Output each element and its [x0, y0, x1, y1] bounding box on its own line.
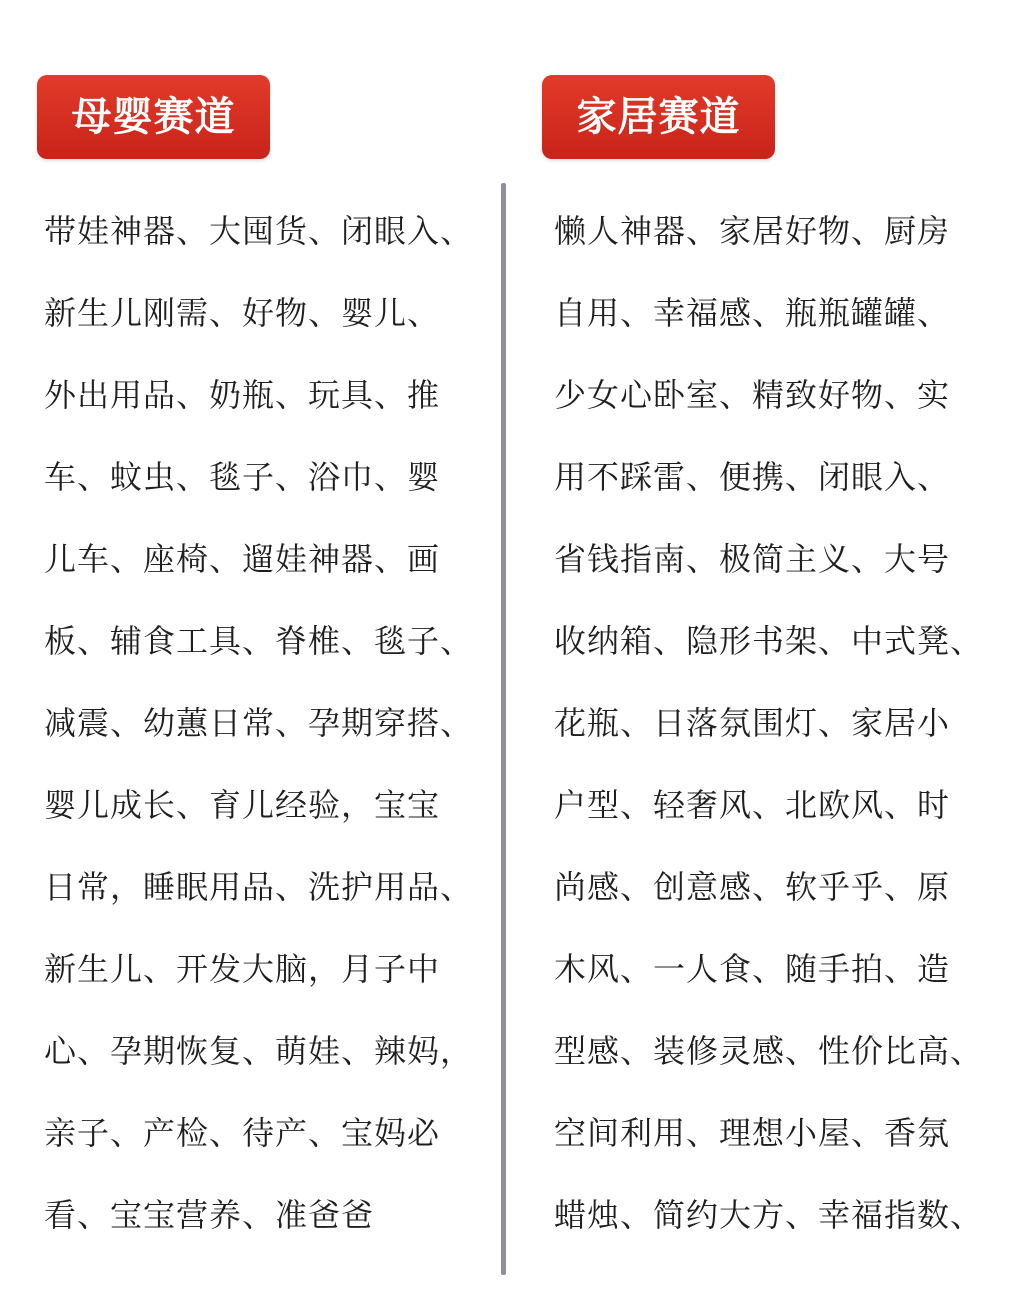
- keyword-line: 儿车、座椅、遛娃神器、画: [44, 540, 441, 578]
- keyword-line: 户型、轻奢风、北欧风、时: [554, 786, 951, 824]
- keyword-line: 空间利用、理想小屋、香氛: [554, 1114, 951, 1152]
- keyword-line: 收纳箱、隐形书架、中式凳、: [554, 622, 984, 660]
- keyword-line: 尚感、创意感、软乎乎、原: [554, 868, 951, 906]
- keyword-line: 型感、装修灵感、性价比高、: [554, 1032, 984, 1070]
- keyword-line: 蜡烛、简约大方、幸福指数、: [554, 1196, 984, 1234]
- keyword-line: 车、蚊虫、毯子、浴巾、婴: [44, 458, 441, 496]
- keyword-line: 减震、幼蕙日常、孕期穿搭、: [44, 704, 474, 742]
- maternity-track-title: 母婴赛道: [37, 75, 270, 159]
- keyword-line: 带娃神器、大囤货、闭眼入、: [44, 212, 474, 250]
- keyword-line: 新生儿、开发大脑，月子中: [44, 950, 441, 988]
- keyword-line: 看、宝宝营养、准爸爸: [44, 1196, 375, 1234]
- keyword-line: 日常，睡眠用品、洗护用品、: [44, 868, 474, 906]
- column-divider: [501, 183, 506, 1275]
- keyword-line: 心、孕期恢复、萌娃、辣妈，: [44, 1032, 474, 1070]
- keyword-line: 新生儿刚需、好物、婴儿、: [44, 294, 441, 332]
- home-keyword-list: [554, 190, 994, 1256]
- keyword-line: 少女心卧室、精致好物、实: [554, 376, 951, 414]
- keyword-line: 板、辅食工具、脊椎、毯子、: [44, 622, 474, 660]
- keyword-line: 省钱指南、极简主义、大号: [554, 540, 951, 578]
- keyword-line: 花瓶、日落氛围灯、家居小: [554, 704, 951, 742]
- keyword-line: 自用、幸福感、瓶瓶罐罐、: [554, 294, 951, 332]
- keyword-line: 用不踩雷、便携、闭眼入、: [554, 458, 951, 496]
- keyword-line: 木风、一人食、随手拍、造: [554, 950, 951, 988]
- keyword-line: 懒人神器、家居好物、厨房: [554, 212, 951, 250]
- keyword-line: 亲子、产检、待产、宝妈必: [44, 1114, 441, 1152]
- keyword-line: 婴儿成长、育儿经验，宝宝: [44, 786, 441, 824]
- keyword-line: 外出用品、奶瓶、玩具、推: [44, 376, 441, 414]
- home-track-title: 家居赛道: [542, 75, 775, 159]
- maternity-keyword-list: [44, 190, 484, 1256]
